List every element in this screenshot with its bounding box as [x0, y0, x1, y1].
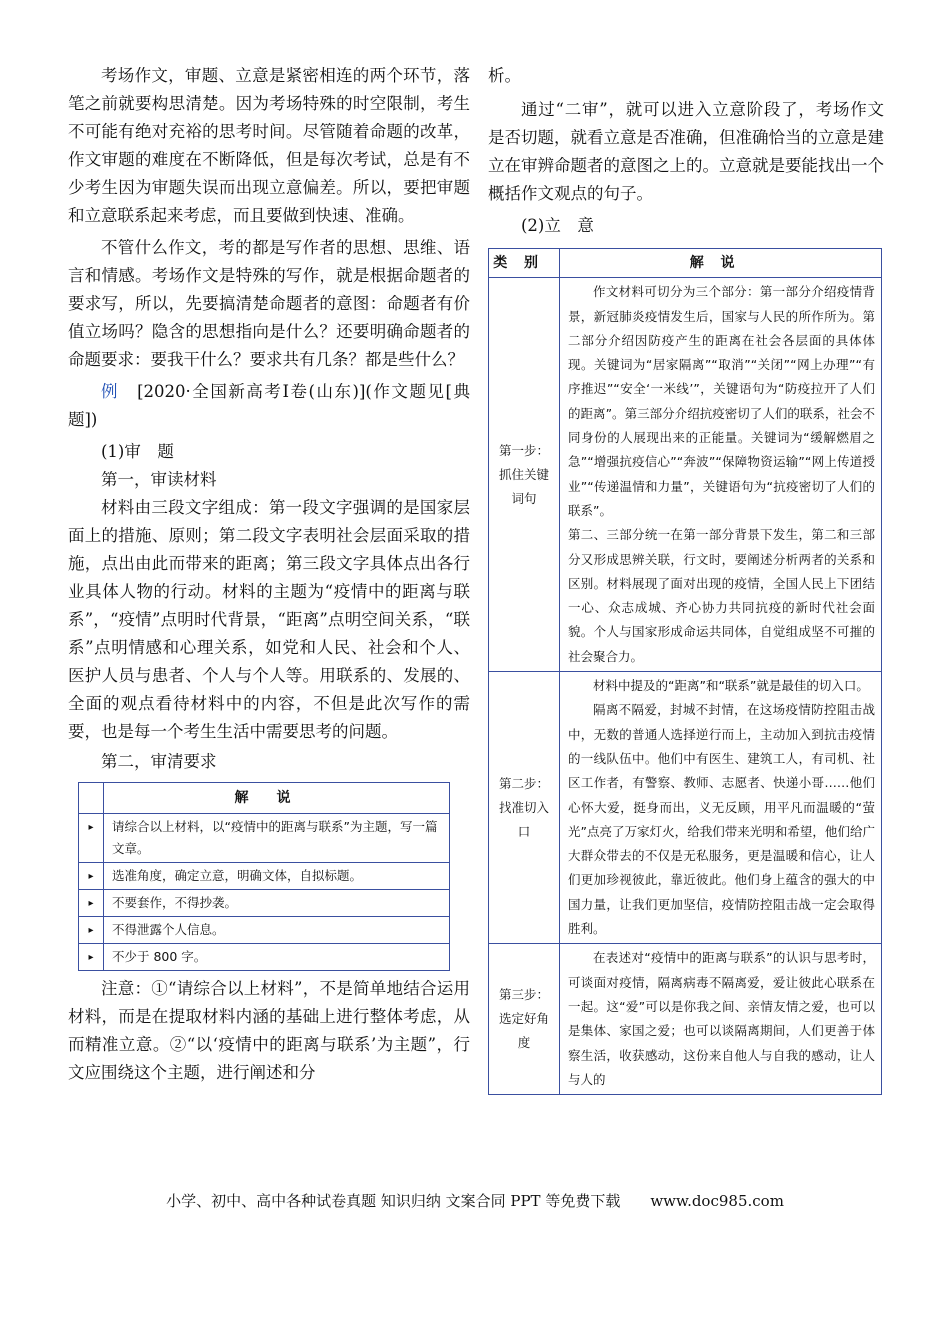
step-description — [560, 278, 882, 672]
paragraph-material-analysis: 材料由三段文字组成：第一段文字强调的是国家层面上的措施、原则；第二段文字表明社会层面采取的措施，点出由此而带来的距离；第三段文字具体点出各行业具体人物的行动。材料的主题为“疫情中的距离与联系”，“疫情”点明时代背景，“距离”点明空间关系，“联系”点明情感和心理关系，如党和人民、社会和个人、医护人员与患者、个人与个人等。用联系的、发展的、全面的观点看待材料中的内容，不但是此次写作的需要，也是每一个考生生活中需要思考的问题。 — [68, 498, 470, 741]
paragraph-notes: 注意：①“请综合以上材料”，不是简单地结合运用材料，而是在提取材料内涵的基础上进行整体考虑，从而精准立意。②“以‘疫情中的距离与联系’为主题”，行文应围绕这个主题，进行阐述和分 — [68, 979, 470, 1082]
example-source: [2020·全国新高考Ⅰ卷(山东)](作文题见[典题]) — [68, 382, 471, 429]
requirements-table-header: 解说 — [104, 783, 450, 814]
section-heading-intent: (2)立 意 — [521, 216, 594, 235]
step-description — [560, 672, 882, 944]
example-label: 例 — [101, 382, 120, 401]
bullet-icon: ▸ — [79, 917, 104, 944]
requirement-text: 不得泄露个人信息。 — [104, 917, 450, 944]
requirement-text: 不要套作，不得抄袭。 — [104, 890, 450, 917]
table-row — [79, 863, 450, 890]
step-category: 第二步：找准切入口 — [489, 672, 560, 944]
table-row — [79, 944, 450, 971]
example-line — [68, 378, 470, 434]
intent-table-header-category: 类别 — [489, 249, 560, 278]
paragraph-intent-stage: 通过“二审”，就可以进入立意阶段了，考场作文是否切题，就看立意是否准确，但准确恰当的立意是建立在审辨命题者的意图之上的。立意就是要能找出一个概括作文观点的句子。 — [488, 100, 884, 203]
step-paragraph: 作文材料可切分为三个部分：第一部分介绍疫情背景，新冠肺炎疫情发生后，国家与人民的所作所为。第二部分介绍因防疫产生的距离在社会各层面的具体体现。关键词为“居家隔离”“取消”“关闭”“网上办理”“有序推迟”“安全‘一米线’”，关键语句为“防疫拉开了人们的距离”。第三部分介绍抗疫密切了人们的联系，社会不同身份的人展现出来的正能量。关键词为“缓解燃眉之急”“增强抗疫信心”“奔波”“保障物资运输”“网上传道授业”“传递温情和力量”，关键语句为“抗疫密切了人们的联系”。 — [568, 284, 875, 518]
table-row — [79, 890, 450, 917]
bullet-icon: ▸ — [79, 890, 104, 917]
bullet-icon: ▸ — [79, 814, 104, 863]
paragraph-writing-intent: 不管什么作文，考的都是写作者的思想、思维、语言和情感。考场作文是特殊的写作，就是根据命题者的要求写，所以，先要搞清楚命题者的意图：命题者有价值立场吗？隐含的思想指向是什么？还要明确命题者的命题要求：要我干什么？要求共有几条？都是些什么？ — [68, 238, 470, 369]
step-paragraph: 隔离不隔爱，封城不封情，在这场疫情防控阻击战中，无数的普通人选择逆行而上，主动加入到抗击疫情的一线队伍中。他们中有医生、建筑工人，有司机、社区工作者，有警察、教师、志愿者、快递小哥……他们心怀大爱，挺身而出，义无反顾，用平凡而温暖的“萤光”点亮了万家灯火，给我们带来光明和希望，他们给广大群众带去的不仅是无私服务，更是温暖和信心，让人们更加珍视彼此，靠近彼此。他们身上蕴含的强大的中国力量，让我们更加坚信，疫情防控阻击战一定会取得胜利。 — [568, 702, 875, 937]
right-column — [488, 62, 884, 1095]
left-column — [68, 62, 470, 1087]
requirement-text: 请综合以上材料，以“疫情中的距离与联系”为主题，写一篇文章。 — [104, 814, 450, 863]
bullet-icon: ▸ — [79, 944, 104, 971]
step-heading-requirements: 第二，审清要求 — [101, 752, 217, 771]
table-row — [79, 917, 450, 944]
step-heading-read-material: 第一，审读材料 — [101, 470, 217, 489]
requirement-text: 不少于 800 字。 — [104, 944, 450, 971]
step-description — [560, 944, 882, 1095]
page-footer: 小学、初中、高中各种试卷真题 知识归纳 文案合同 PPT 等免费下载 www.doc985.com — [166, 1192, 784, 1210]
paragraph-intro: 考场作文，审题、立意是紧密相连的两个环节，落笔之前就要构思清楚。因为考场特殊的时空限制，考生不可能有绝对充裕的思考时间。尽管随着命题的改革，作文审题的难度在不断降低，但是每次考试，总是有不少考生因为审题失误而出现立意偏差。所以，要把审题和立意联系起来考虑，而且要做到快速、准确。 — [68, 66, 470, 225]
table-row — [489, 672, 882, 944]
step-paragraph: 第二、三部分统一在第一部分背景下发生，第二和三部分又形成思辨关联，行文时，要阐述分析两者的关系和区别。材料展现了面对出现的疫情，全国人民上下团结一心、众志成城、齐心协力共同抗疫的新时代社会面貌。个人与国家形成命运共同体，自觉组成坚不可摧的社会聚合力。 — [568, 527, 875, 664]
requirement-text: 选准角度，确定立意，明确文体，自拟标题。 — [104, 863, 450, 890]
step-category: 第一步：抓住关键词句 — [489, 278, 560, 672]
bullet-icon: ▸ — [79, 863, 104, 890]
table-row — [489, 944, 882, 1095]
requirements-table-corner — [79, 783, 104, 814]
step-category: 第三步：选定好角度 — [489, 944, 560, 1095]
table-row — [489, 278, 882, 672]
section-heading-review: (1)审 题 — [101, 442, 174, 461]
intent-table — [488, 248, 882, 1095]
requirements-table — [78, 782, 450, 971]
step-paragraph: 在表述对“疫情中的距离与联系”的认识与思考时，可谈面对疫情，隔离病毒不隔离爱，爱让彼此心联系在一起。这“爱”可以是你我之间、亲情友情之爱，也可以是集体、家国之爱；也可以谈隔离期间，人们更善于体察生活，收获感动，这份来自他人与自我的感动，让人与人的 — [568, 950, 875, 1087]
table-row — [79, 814, 450, 863]
step-paragraph: 材料中提及的“距离”和“联系”就是最佳的切入口。 — [593, 678, 869, 694]
intent-table-header-description: 解说 — [560, 249, 882, 278]
paragraph-continuation: 析。 — [488, 66, 521, 85]
